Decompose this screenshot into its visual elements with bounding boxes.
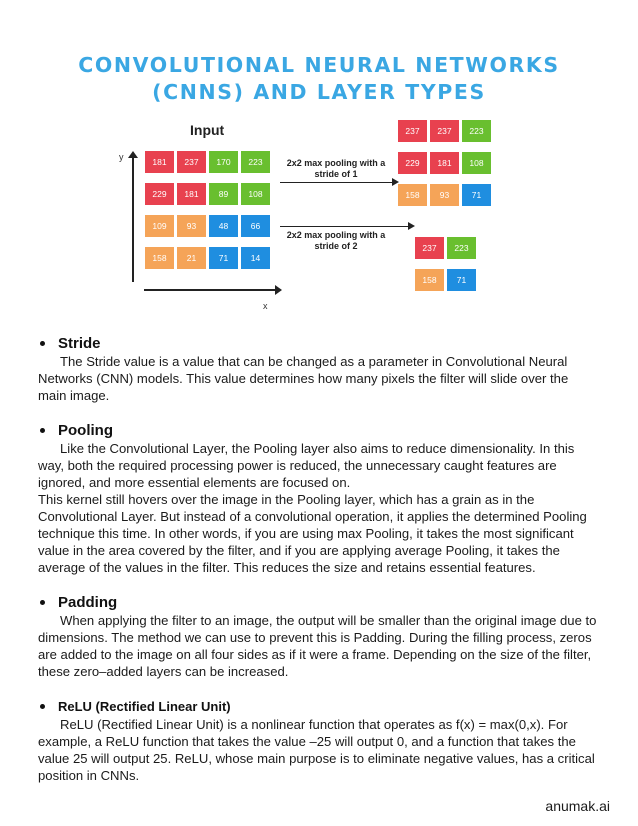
bullet-icon (40, 600, 45, 605)
output-cell: 237 (397, 119, 428, 143)
stride-1-label (280, 158, 392, 180)
section-pooling (38, 421, 600, 576)
title-line-2: (CNNS) AND LAYER TYPES (152, 80, 486, 104)
brand-footer: anumak.ai (545, 798, 610, 814)
stride-2-arrowhead (408, 222, 415, 230)
article-body (38, 334, 600, 784)
output-cell: 237 (429, 119, 460, 143)
input-cell: 181 (176, 182, 207, 206)
section-paragraph: ReLU (Rectified Linear Unit) is a nonlinear function that operates as f(x) = max(0,x). For example, a ReLU function that takes the value –25 will output 0, and a function that takes the value 25 will output 25. ReLU, whose main purpose is to eliminate negative values, has a critical position in CNNs. (38, 717, 595, 783)
output-cell: 223 (446, 236, 477, 260)
output-cell: 93 (429, 183, 460, 207)
section-padding (38, 593, 600, 680)
input-cell: 229 (144, 182, 175, 206)
output-cell: 237 (414, 236, 445, 260)
bullet-icon (40, 704, 45, 709)
input-cell: 170 (208, 150, 239, 174)
x-axis-label: x (263, 301, 268, 311)
section-heading-text: Stride (58, 335, 101, 352)
section-heading (38, 334, 600, 353)
input-cell: 109 (144, 214, 175, 238)
input-cell: 108 (240, 182, 271, 206)
section-paragraph: The Stride value is a value that can be changed as a parameter in Convolutional Neural Networks (CNN) models. This value determines how many pixels the filter will slide over the main image. (38, 354, 569, 403)
input-cell: 71 (208, 246, 239, 270)
input-cell: 66 (240, 214, 271, 238)
input-cell: 89 (208, 182, 239, 206)
section-paragraph: This kernel still hovers over the image in the Pooling layer, which has a grain as in the Convolutional Layer. But instead of a convolutional operation, it applies the determined Pooling technique this time. In other words, if you are using max Pooling, it takes the most significant value in the area covered by the filter, and if you are applying average Pooling, it takes the average of the values in the filter. This reduces the size and retains essential features. (38, 492, 587, 575)
x-axis-line (144, 289, 276, 291)
bullet-icon (40, 428, 45, 433)
stride-2-label (280, 230, 392, 252)
section-paragraph: Like the Convolutional Layer, the Pooling layer also aims to reduce dimensionality. In this way, both the required processing power is reduced, the unnecessary caught features are ignored, and more essential elements are focused on. (38, 441, 575, 490)
input-cell: 48 (208, 214, 239, 238)
max-pooling-diagram (110, 118, 510, 318)
section-heading (38, 593, 600, 612)
output-cell: 229 (397, 151, 428, 175)
input-cell: 223 (240, 150, 271, 174)
page-title (0, 52, 638, 106)
section-paragraph: When applying the filter to an image, the output will be smaller than the original image due to dimensions. The method we can use to prevent this is Padding. During the filling process, zeros are added to the image on all four sides as if it were a frame. Depending on the size of the filter, these zero–added layers can be increased. (38, 613, 597, 679)
input-label: Input (190, 122, 225, 138)
input-cell: 237 (176, 150, 207, 174)
section-heading (38, 421, 600, 440)
stride-1-label-line-2: stride of 1 (314, 169, 358, 179)
output-cell: 223 (461, 119, 492, 143)
input-cell: 181 (144, 150, 175, 174)
section-heading-text: Pooling (58, 422, 113, 439)
input-cell: 158 (144, 246, 175, 270)
output-cell: 158 (397, 183, 428, 207)
y-axis-arrowhead (128, 151, 138, 158)
y-axis-line (132, 156, 134, 282)
input-cell: 21 (176, 246, 207, 270)
x-axis-arrowhead (275, 285, 282, 295)
stride-2-label-line-2: stride of 2 (314, 241, 358, 251)
y-axis-label: y (119, 152, 124, 162)
output-cell: 108 (461, 151, 492, 175)
title-line-1: CONVOLUTIONAL NEURAL NETWORKS (78, 53, 560, 77)
output-cell: 71 (461, 183, 492, 207)
stride-1-label-line-1: 2x2 max pooling with a (286, 158, 386, 168)
section-relu (38, 697, 600, 784)
section-heading (38, 697, 600, 716)
output-cell: 181 (429, 151, 460, 175)
stride-2-arrow-line (280, 226, 410, 227)
output-cell: 71 (446, 268, 477, 292)
section-stride (38, 334, 600, 404)
bullet-icon (40, 341, 45, 346)
output-cell: 158 (414, 268, 445, 292)
section-heading-text: ReLU (Rectified Linear Unit) (58, 699, 231, 714)
input-cell: 93 (176, 214, 207, 238)
stride-2-label-line-1: 2x2 max pooling with a (286, 230, 386, 240)
input-cell: 14 (240, 246, 271, 270)
stride-1-arrow-line (280, 182, 394, 183)
section-heading-text: Padding (58, 594, 118, 611)
